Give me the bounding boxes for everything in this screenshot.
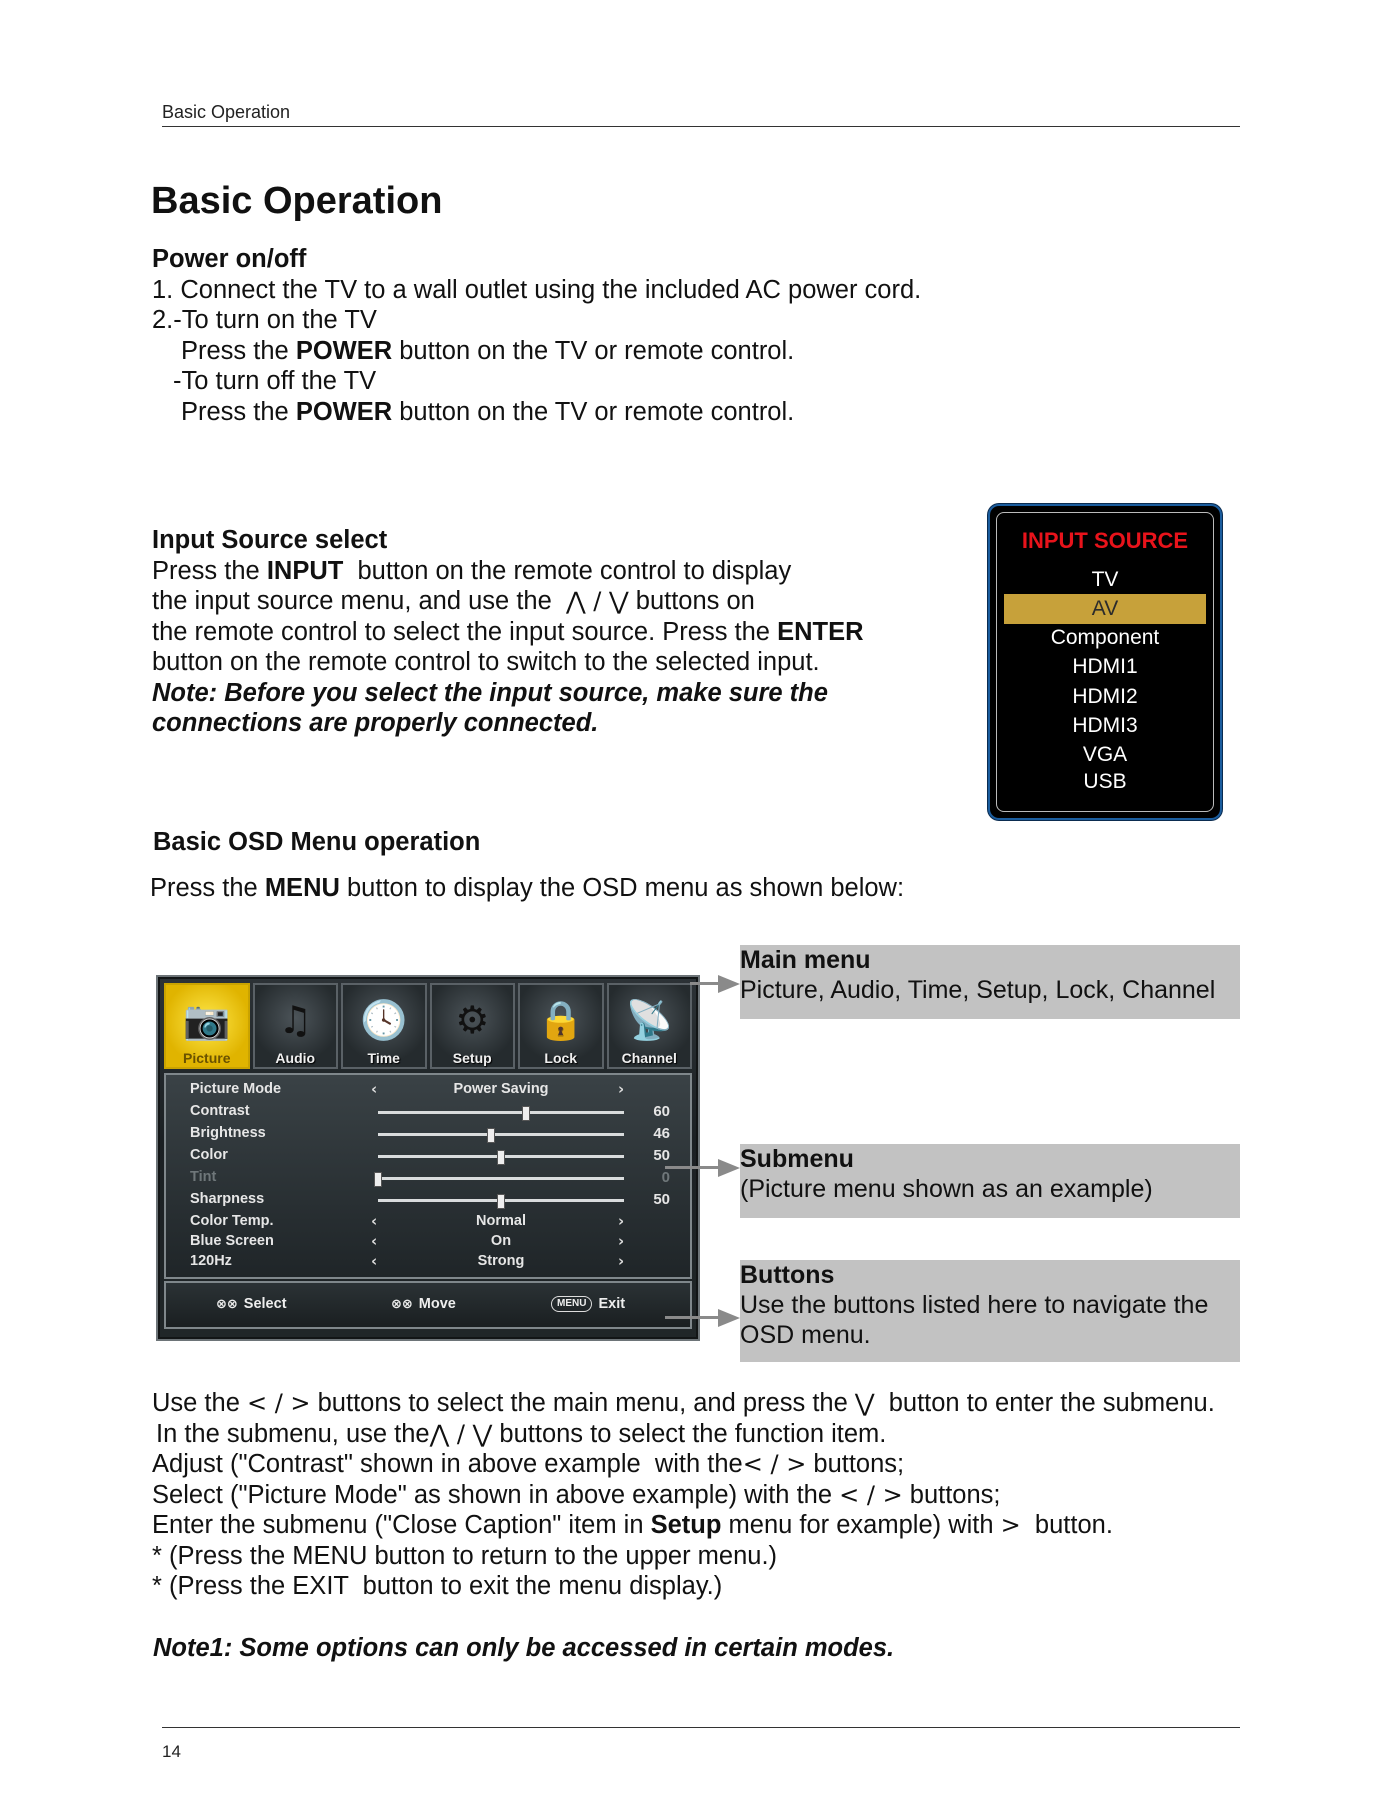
osd-slider-track[interactable] bbox=[378, 1111, 624, 1114]
osd-slider-track[interactable] bbox=[378, 1199, 624, 1202]
instr-line-6: * (Press the MENU button to return to the upper menu.) bbox=[152, 1541, 778, 1570]
osd-tab-label: Setup bbox=[452, 1050, 492, 1066]
power-off-line: Press the POWER button on the TV or remote control. bbox=[181, 397, 795, 426]
power-key: POWER bbox=[295, 336, 393, 365]
input-source-option[interactable]: AV bbox=[1004, 594, 1206, 624]
left-right-arrows-icon: < / > bbox=[839, 1480, 903, 1509]
osd-tab-label: Audio bbox=[275, 1050, 316, 1066]
input-source-option[interactable]: HDMI3 bbox=[1072, 714, 1138, 737]
osd-tab-label: Lock bbox=[544, 1050, 578, 1066]
buttons-callout: Buttons Use the buttons listed here to navigate the OSD menu. bbox=[740, 1260, 1240, 1362]
osd-row[interactable] bbox=[166, 1079, 690, 1101]
osd-slider-knob[interactable] bbox=[497, 1194, 505, 1209]
input-source-menu bbox=[990, 506, 1220, 818]
lock-icon: 🔒 bbox=[537, 998, 585, 1042]
instr-line-7: * (Press the EXIT button to exit the menu display.) bbox=[152, 1572, 723, 1600]
osd-tab-time[interactable] bbox=[341, 983, 427, 1069]
left-right-circle-icon: ⊗⊗ bbox=[391, 1297, 413, 1312]
osd-slider-value: 46 bbox=[653, 1125, 670, 1142]
left-right-arrows-icon: < / > bbox=[742, 1450, 807, 1478]
arrow-buttons bbox=[665, 1316, 720, 1319]
page-title: Basic Operation bbox=[151, 180, 443, 222]
osd-tab-audio[interactable] bbox=[253, 983, 339, 1069]
osd-row-label: Sharpness bbox=[190, 1191, 265, 1207]
osd-move-hint: ⊗⊗ Move bbox=[391, 1296, 456, 1312]
power-off-heading: -To turn off the TV bbox=[173, 367, 377, 395]
input-source-heading: Input Source select bbox=[152, 526, 388, 554]
input-source-option[interactable]: USB bbox=[1083, 770, 1127, 793]
chevron-right-icon[interactable]: › bbox=[618, 1080, 625, 1098]
input-source-option[interactable]: Component bbox=[1050, 626, 1160, 649]
osd-row-label: Contrast bbox=[190, 1103, 250, 1119]
chevron-left-icon[interactable]: ‹ bbox=[371, 1232, 378, 1250]
osd-row-option-value: Normal bbox=[476, 1213, 526, 1229]
osd-row-label: 120Hz bbox=[190, 1253, 232, 1269]
up-down-arrows-icon: ⋀ / ⋁ bbox=[565, 587, 629, 615]
instr-line-4: Select ("Picture Mode" as shown in above example) with the < / > buttons; bbox=[152, 1480, 1001, 1509]
input-line-3: the remote control to select the input source. Press the ENTER bbox=[152, 617, 864, 646]
osd-row-option-value: Power Saving bbox=[453, 1081, 549, 1097]
instr-line-5: Enter the submenu ("Close Caption" item in Setup menu for example) with > button. bbox=[152, 1511, 1113, 1539]
input-source-option[interactable]: TV bbox=[1091, 568, 1119, 591]
osd-slider-track[interactable] bbox=[378, 1155, 624, 1158]
osd-heading: Basic OSD Menu operation bbox=[153, 828, 481, 856]
osd-menu-screenshot bbox=[156, 975, 700, 1341]
osd-row-label: Tint bbox=[190, 1169, 217, 1185]
chevron-left-icon[interactable]: ‹ bbox=[371, 1252, 378, 1270]
osd-exit-hint: MENU Exit bbox=[551, 1296, 625, 1312]
osd-row[interactable] bbox=[166, 1211, 690, 1233]
input-source-option[interactable]: HDMI2 bbox=[1072, 685, 1138, 708]
osd-slider-value: 0 bbox=[661, 1169, 670, 1186]
input-line-1: Press the INPUT button on the remote control to display bbox=[152, 556, 792, 585]
left-right-arrows-icon: < / > bbox=[246, 1389, 311, 1417]
instr-line-3: Adjust ("Contrast" shown in above example with the< / > buttons; bbox=[152, 1450, 905, 1478]
power-key: POWER bbox=[295, 397, 393, 426]
osd-row-option-value: On bbox=[490, 1233, 512, 1249]
speaker-icon: ♫ bbox=[278, 998, 313, 1042]
chevron-right-icon[interactable]: › bbox=[618, 1212, 625, 1230]
osd-tab-picture[interactable] bbox=[164, 983, 250, 1069]
camera-icon: 📷 bbox=[183, 998, 231, 1042]
arrow-submenu-head bbox=[718, 1159, 740, 1177]
osd-row[interactable] bbox=[166, 1189, 690, 1211]
osd-slider-track[interactable] bbox=[378, 1133, 624, 1136]
osd-tab-label: Time bbox=[367, 1050, 400, 1066]
header-rule bbox=[162, 126, 1240, 127]
up-down-arrows-icon: ⋀ / ⋁ bbox=[429, 1419, 493, 1448]
osd-tab-channel[interactable] bbox=[607, 983, 693, 1069]
power-heading: Power on/off bbox=[152, 245, 307, 273]
osd-row[interactable] bbox=[166, 1251, 690, 1273]
osd-tab-lock[interactable] bbox=[518, 983, 604, 1069]
osd-tab-label: Channel bbox=[621, 1050, 677, 1066]
running-header: Basic Operation bbox=[162, 102, 291, 122]
input-note-1: Note: Before you select the input source, make sure the bbox=[152, 678, 828, 707]
osd-slider-value: 50 bbox=[653, 1191, 670, 1208]
input-note-2: connections are properly connected. bbox=[152, 709, 599, 737]
chevron-right-icon[interactable]: › bbox=[618, 1252, 625, 1270]
osd-row-label: Color bbox=[190, 1147, 228, 1163]
osd-main-menu-tabs bbox=[164, 983, 692, 1069]
power-step-1: 1. Connect the TV to a wall outlet using the included AC power cord. bbox=[152, 275, 922, 304]
input-source-section bbox=[152, 525, 864, 739]
satellite-dish-icon: 📡 bbox=[625, 998, 673, 1042]
power-on-line: Press the POWER button on the TV or remote control. bbox=[181, 336, 795, 365]
osd-button-bar bbox=[164, 1281, 692, 1329]
osd-row[interactable] bbox=[166, 1231, 690, 1253]
submenu-callout: Submenu (Picture menu shown as an example) bbox=[740, 1144, 1240, 1218]
osd-slider-value: 50 bbox=[653, 1147, 670, 1164]
footer-rule bbox=[162, 1727, 1240, 1728]
osd-slider-track[interactable] bbox=[378, 1177, 624, 1180]
osd-tab-label: Picture bbox=[183, 1050, 231, 1066]
instr-line-1: Use the < / > buttons to select the main menu, and press the ⋁ button to enter the submenu. bbox=[152, 1389, 1215, 1417]
note-1: Note1: Some options can only be accessed in certain modes. bbox=[153, 1634, 895, 1662]
arrow-buttons-head bbox=[718, 1309, 740, 1327]
power-step-2: 2.-To turn on the TV bbox=[152, 306, 377, 334]
right-arrow-icon: > bbox=[1000, 1511, 1021, 1539]
input-source-menu-title: INPUT SOURCE bbox=[1021, 528, 1189, 553]
osd-row-option-value: Strong bbox=[477, 1253, 525, 1269]
osd-slider-value: 60 bbox=[653, 1103, 670, 1120]
arrow-main-menu bbox=[690, 982, 720, 985]
instr-line-2: In the submenu, use the⋀ / ⋁ buttons to select the function item. bbox=[156, 1419, 887, 1448]
osd-submenu-panel bbox=[164, 1073, 692, 1279]
osd-row[interactable] bbox=[166, 1101, 690, 1123]
input-line-4: button on the remote control to switch to the selected input. bbox=[152, 648, 820, 676]
osd-row-label: Color Temp. bbox=[190, 1213, 274, 1229]
menu-key-icon: MENU bbox=[551, 1296, 592, 1312]
osd-row-label: Blue Screen bbox=[190, 1233, 274, 1249]
osd-row[interactable] bbox=[166, 1123, 690, 1145]
input-source-option[interactable]: HDMI1 bbox=[1072, 655, 1138, 678]
osd-row[interactable] bbox=[166, 1145, 690, 1167]
chevron-right-icon[interactable]: › bbox=[618, 1232, 625, 1250]
gear-icon: ⚙ bbox=[455, 998, 490, 1042]
clock-icon: 🕓 bbox=[360, 998, 408, 1042]
chevron-left-icon[interactable]: ‹ bbox=[371, 1212, 378, 1230]
osd-slider-knob[interactable] bbox=[522, 1106, 530, 1121]
arrow-submenu bbox=[665, 1166, 720, 1169]
osd-select-hint: ⊗⊗ Select bbox=[216, 1296, 287, 1312]
chevron-left-icon[interactable]: ‹ bbox=[371, 1080, 378, 1098]
navigation-instructions bbox=[152, 1388, 1215, 1602]
osd-row[interactable] bbox=[166, 1167, 690, 1189]
main-menu-callout: Main menu Picture, Audio, Time, Setup, Lock, Channel bbox=[740, 945, 1240, 1019]
osd-slider-knob[interactable] bbox=[374, 1172, 382, 1187]
up-down-circle-icon: ⊗⊗ bbox=[216, 1297, 238, 1312]
osd-slider-knob[interactable] bbox=[497, 1150, 505, 1165]
arrow-main-menu-head bbox=[718, 975, 740, 993]
input-source-option[interactable]: VGA bbox=[1082, 743, 1128, 766]
osd-row-label: Picture Mode bbox=[190, 1081, 282, 1097]
input-line-2: the input source menu, and use the ⋀ / ⋁ buttons on bbox=[152, 587, 755, 615]
page-number: 14 bbox=[162, 1742, 181, 1761]
osd-intro: Press the MENU button to display the OSD menu as shown below: bbox=[150, 874, 905, 902]
osd-tab-setup[interactable] bbox=[430, 983, 516, 1069]
osd-row-label: Brightness bbox=[190, 1125, 266, 1141]
down-arrow-icon: ⋁ bbox=[854, 1389, 875, 1417]
power-section bbox=[152, 244, 921, 427]
osd-slider-knob[interactable] bbox=[487, 1128, 495, 1143]
